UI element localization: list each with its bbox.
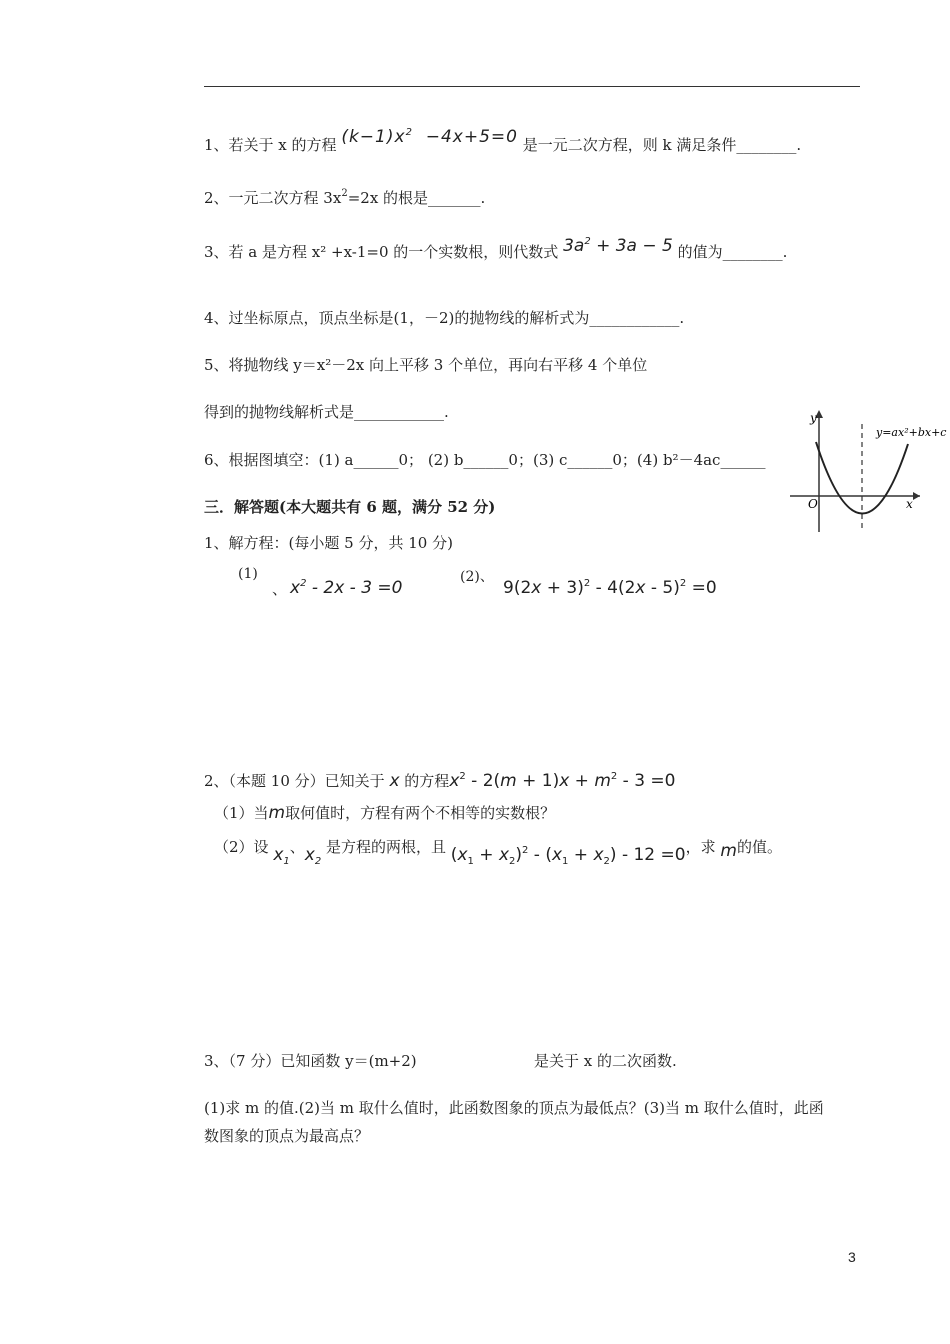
y-axis-label: y: [810, 411, 817, 425]
question-3-suffix: 的值为________.: [677, 243, 788, 261]
parabola-graph: [786, 404, 950, 536]
problem-3-prefix: 3、（7 分）已知函数 y＝(m+2): [204, 1052, 417, 1070]
problem-3-suffix: 是关于 x 的二次函数.: [534, 1052, 677, 1070]
problem-1-sub1-label: (1): [238, 566, 258, 582]
problem-2-part-1-var-m: m: [268, 803, 286, 823]
problem-2-condition: $(x_1 + x_2)^2 - (x_1 + x_2) - 12 =0$: [450, 845, 686, 867]
header-rule: [204, 86, 860, 87]
problem-1-title: 1、解方程：(每小题 5 分，共 10 分): [204, 534, 453, 552]
problem-1-equation-1: $x^2 - 2x - 3 =0$: [290, 578, 403, 598]
question-4: 4、过坐标原点，顶点坐标是(1，－2)的抛物线的解析式为____________.: [204, 309, 685, 327]
problem-2-var-x: x: [389, 771, 400, 791]
question-5-line-2: 得到的抛物线解析式是____________.: [204, 403, 449, 421]
problem-1-sub1-sep: 、: [272, 580, 288, 598]
graph-formula: y=ax²+bx+c: [876, 426, 947, 439]
problem-3-line-2: 数图象的顶点为最高点？: [204, 1127, 370, 1145]
problem-2-part-1-lead: （1）当: [214, 804, 269, 822]
question-1-equation: $(k-1)x^2 -4x+5=0$: [341, 127, 518, 147]
question-2-text-a: 2、一元二次方程 3x: [204, 189, 342, 207]
problem-1-sub2-label: (2)、: [460, 569, 494, 585]
problem-2-mid: 的方程: [404, 772, 450, 790]
x-axis-label: x: [906, 497, 913, 511]
problem-2-prefix: 2、（本题 10 分）已知关于: [204, 772, 385, 790]
question-2-sup: 2: [341, 188, 348, 199]
question-3-prefix: 3、若 a 是方程 x² +x-1=0 的一个实数根，则代数式: [204, 243, 559, 261]
section-3-title: 三．解答题(本大题共有 6 题，满分 52 分): [204, 498, 496, 516]
problem-2-part-2-lead: （2）设: [214, 838, 269, 856]
problem-2-part-1-rest: 取何值时，方程有两个不相等的实数根？: [285, 804, 556, 822]
problem-2-part-1: [214, 802, 555, 823]
problem-2-part-2: （2）设 $x_1$、$x_2$ 是方程的两根，且 $(x_1 + x_2)^2 - (x_1 + x_2) - 12 =0$，求 m的值。: [214, 838, 782, 867]
origin-label: O: [808, 497, 818, 511]
problem-2-part-2-middle: 是方程的两根，且: [326, 838, 447, 856]
problem-2-x2: $x_2$: [304, 845, 322, 867]
problem-2-x1: $x_1$: [273, 845, 290, 867]
problem-2-part-2-end: 的值。: [736, 838, 782, 856]
question-1-prefix: 1、若关于 x 的方程: [204, 136, 337, 154]
question-3-expression: $3a^2 + 3a - 5$: [563, 236, 673, 256]
problem-3-line-1: (1)求 m 的值.(2)当 m 取什么值时，此函数图象的顶点为最低点？(3)当 m 取什么值时，此函: [204, 1099, 824, 1117]
question-1: [204, 127, 802, 155]
problem-1-equation-2: $9(2x + 3)^2 - 4(2x - 5)^2 =0$: [503, 578, 717, 598]
question-3: [204, 236, 788, 262]
x-axis-arrow: [913, 492, 920, 500]
problem-2-part-2-var-m: m: [720, 841, 737, 861]
question-6: 6、根据图填空：(1) a______0； (2) b______0；(3) c______0；(4) b²－4ac______: [204, 451, 766, 469]
problem-2-equation: $x^2 - 2(m + 1)x + m^2 - 3 =0$: [449, 771, 676, 791]
question-1-suffix: 是一元二次方程，则 k 满足条件________.: [522, 136, 802, 154]
problem-2-part-2-ask: ，求: [685, 838, 716, 856]
question-2-text-b: =2x 的根是_______.: [347, 189, 486, 207]
question-2: [204, 187, 485, 208]
problem-2-statement: [204, 770, 676, 791]
question-5-line-1: 5、将抛物线 y＝x²－2x 向上平移 3 个单位，再向右平移 4 个单位: [204, 356, 648, 374]
page-number: 3: [848, 1249, 856, 1265]
